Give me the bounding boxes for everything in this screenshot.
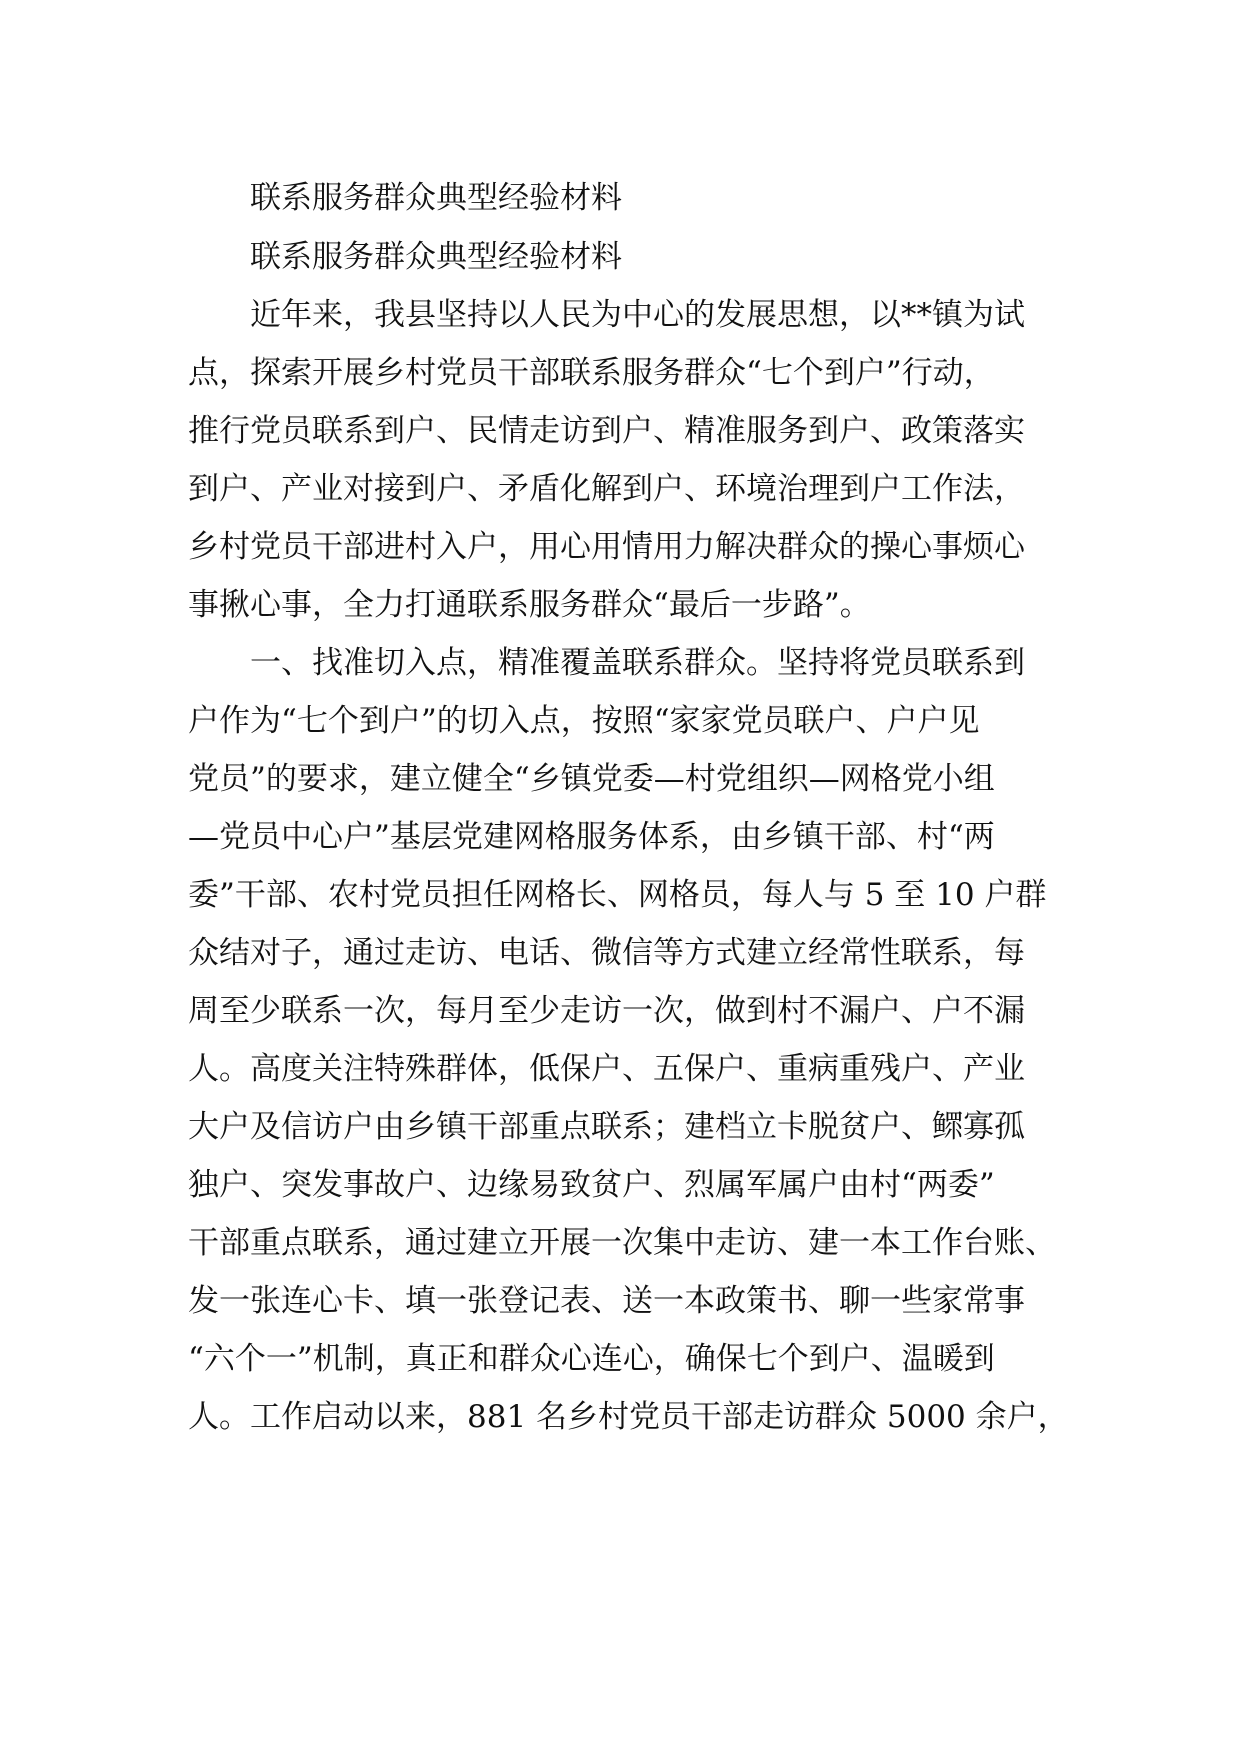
paragraph-line: 干部重点联系，通过建立开展一次集中走访、建一本工作台账、 xyxy=(188,1225,1056,1261)
paragraph-line: 周至少联系一次，每月至少走访一次，做到村不漏户、户不漏 xyxy=(188,993,1025,1029)
paragraph-line: 近年来，我县坚持以人民为中心的发展思想，以**镇为试 xyxy=(250,297,1025,333)
paragraph-line: 乡村党员干部进村入户，用心用情用力解决群众的操心事烦心 xyxy=(188,529,1025,565)
paragraph-line: 推行党员联系到户、民情走访到户、精准服务到户、政策落实 xyxy=(188,413,1025,449)
paragraph-line: 人。工作启动以来，881 名乡村党员干部走访群众 5000 余户， xyxy=(188,1399,1069,1435)
paragraph-line: 到户、产业对接到户、矛盾化解到户、环境治理到户工作法， xyxy=(188,471,1025,507)
paragraph-line: “六个一”机制，真正和群众心连心，确保七个到户、温暖到 xyxy=(188,1341,995,1377)
title-line: 联系服务群众典型经验材料 xyxy=(250,180,622,216)
title-line: 联系服务群众典型经验材料 xyxy=(250,239,622,275)
paragraph-line: 众结对子，通过走访、电话、微信等方式建立经常性联系，每 xyxy=(188,935,1025,971)
paragraph-line: 独户、突发事故户、边缘易致贫户、烈属军属户由村“两委” xyxy=(188,1167,995,1203)
paragraph-line: 一、找准切入点，精准覆盖联系群众。坚持将党员联系到 xyxy=(250,645,1025,681)
paragraph-line: 人。高度关注特殊群体，低保户、五保户、重病重残户、产业 xyxy=(188,1051,1025,1087)
paragraph-line: 发一张连心卡、填一张登记表、送一本政策书、聊一些家常事 xyxy=(188,1283,1025,1319)
paragraph-line: 大户及信访户由乡镇干部重点联系；建档立卡脱贫户、鳏寡孤 xyxy=(188,1109,1025,1145)
paragraph-line: —党员中心户”基层党建网格服务体系，由乡镇干部、村“两 xyxy=(188,819,995,855)
paragraph-line: 事揪心事，全力打通联系服务群众“最后一步路”。 xyxy=(188,587,871,623)
paragraph-line: 委”干部、农村党员担任网格长、网格员，每人与 5 至 10 户群 xyxy=(188,877,1047,913)
paragraph-line: 户作为“七个到户”的切入点，按照“家家党员联户、户户见 xyxy=(188,703,980,739)
paragraph-line: 点，探索开展乡村党员干部联系服务群众“七个到户”行动， xyxy=(188,355,995,391)
paragraph-line: 党员”的要求，建立健全“乡镇党委—村党组织—网格党小组 xyxy=(188,761,995,797)
